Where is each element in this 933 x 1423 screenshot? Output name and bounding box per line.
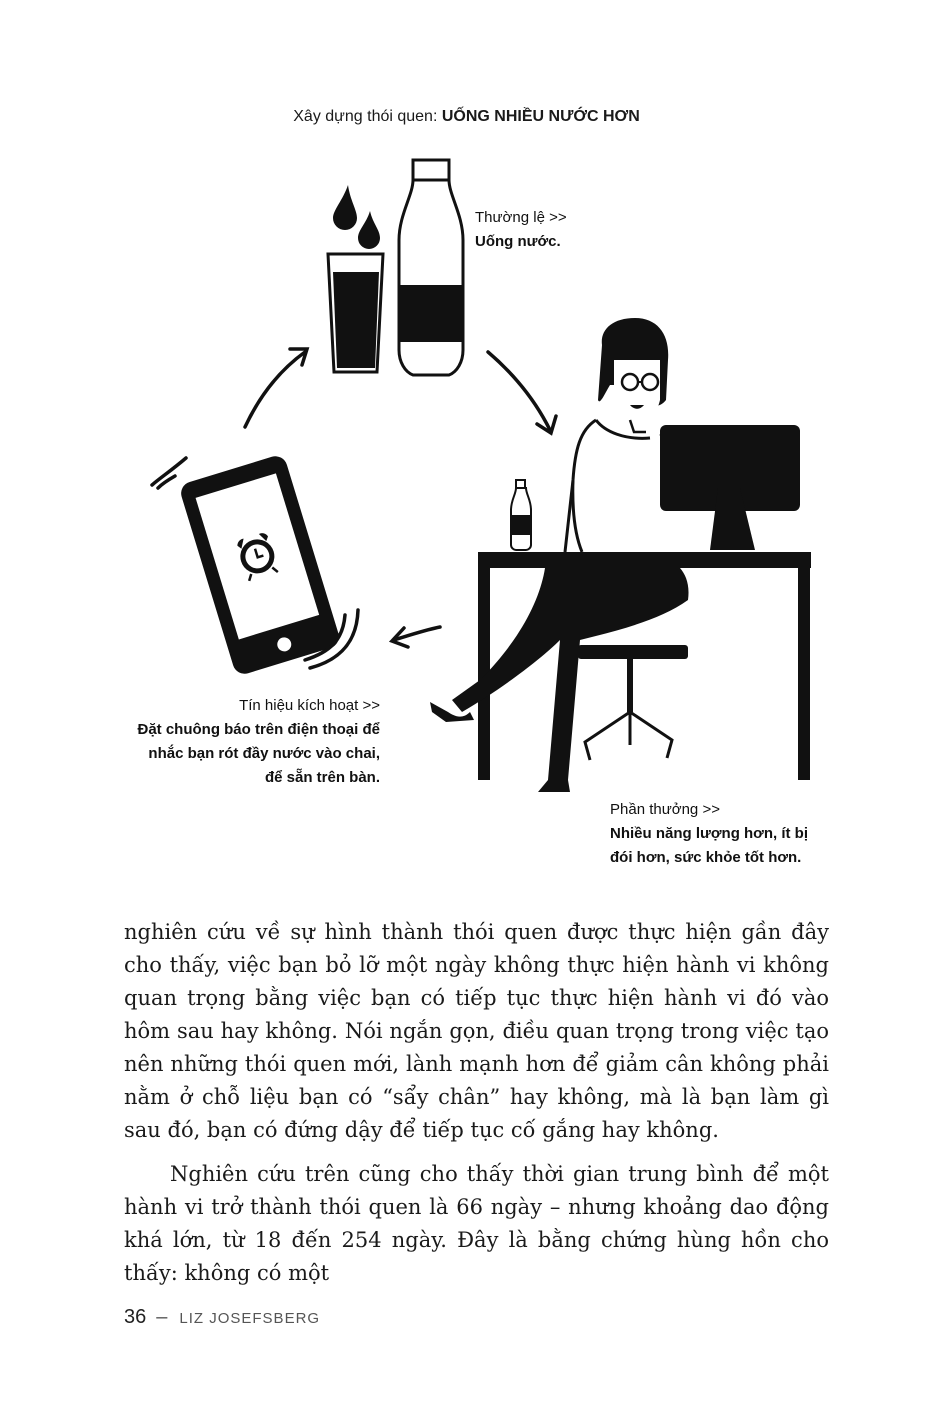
page-footer xyxy=(124,1306,320,1329)
reward-line: Nhiều năng lượng hơn, ít bị xyxy=(610,825,809,842)
cue-heading: Tín hiệu kích hoạt >> xyxy=(239,697,380,714)
reward-heading: Phần thưởng >> xyxy=(610,801,720,818)
body-paragraph: nghiên cứu về sự hình thành thói quen được thực hiện gần đây cho thấy, việc bạn bỏ lỡ một ngày không thực hiện hành vi không quan trọng bằng việc bạn có tiếp tục thực hiện hành vi đó vào hôm sau hay không. Nói ngắn gọn, điều quan trọng trong việc tạo nên những thói quen mới, lành mạnh hơn để giảm cân không phải nằm ở chỗ liệu bạn có “sẩy chân” hay không, mà là bạn làm gì sau đó, bạn có đứng dậy để tiếp tục cố gắng hay không. xyxy=(124,920,829,1142)
figure-title-bold: UỐNG NHIỀU NƯỚC HƠN xyxy=(441,108,640,125)
reward-line: đói hơn, sức khỏe tốt hơn. xyxy=(610,849,802,866)
water-drops-icon xyxy=(333,185,380,249)
body-paragraph: Nghiên cứu trên cũng cho thấy thời gian trung bình để một hành vi trở thành thói quen là 66 ngày – nhưng khoảng dao động khá lớn, từ 18 đến 254 ngày. Đây là bằng chứng hùng hồn cho thấy: không có một xyxy=(124,1162,829,1285)
cycle-arrow-icon xyxy=(245,349,307,427)
cue-label xyxy=(137,694,380,790)
woman-at-desk-illustration xyxy=(430,318,811,792)
figure-title-prefix: Xây dựng thói quen: xyxy=(293,108,442,125)
cue-line: để sẵn trên bàn. xyxy=(264,769,380,786)
cycle-arrow-icon xyxy=(392,627,440,647)
cue-line: nhắc bạn rót đầy nước vào chai, xyxy=(148,745,380,762)
cycle-arrow-icon xyxy=(488,352,556,433)
body-text xyxy=(124,916,829,1290)
author-name: LIZ JOSEFSBERG xyxy=(179,1310,321,1327)
reward-label xyxy=(610,798,808,870)
water-bottle-icon xyxy=(399,160,463,375)
page-number: 36 xyxy=(124,1306,147,1328)
cue-line: Đặt chuông báo trên điện thoại để xyxy=(137,721,380,738)
figure-title xyxy=(0,108,933,126)
routine-label xyxy=(475,206,567,254)
footer-separator: – xyxy=(156,1306,168,1328)
phone-alarm-icon xyxy=(178,453,342,676)
routine-text: Uống nước. xyxy=(475,233,561,250)
routine-heading: Thường lệ >> xyxy=(475,209,567,226)
water-glass-icon xyxy=(328,254,383,372)
